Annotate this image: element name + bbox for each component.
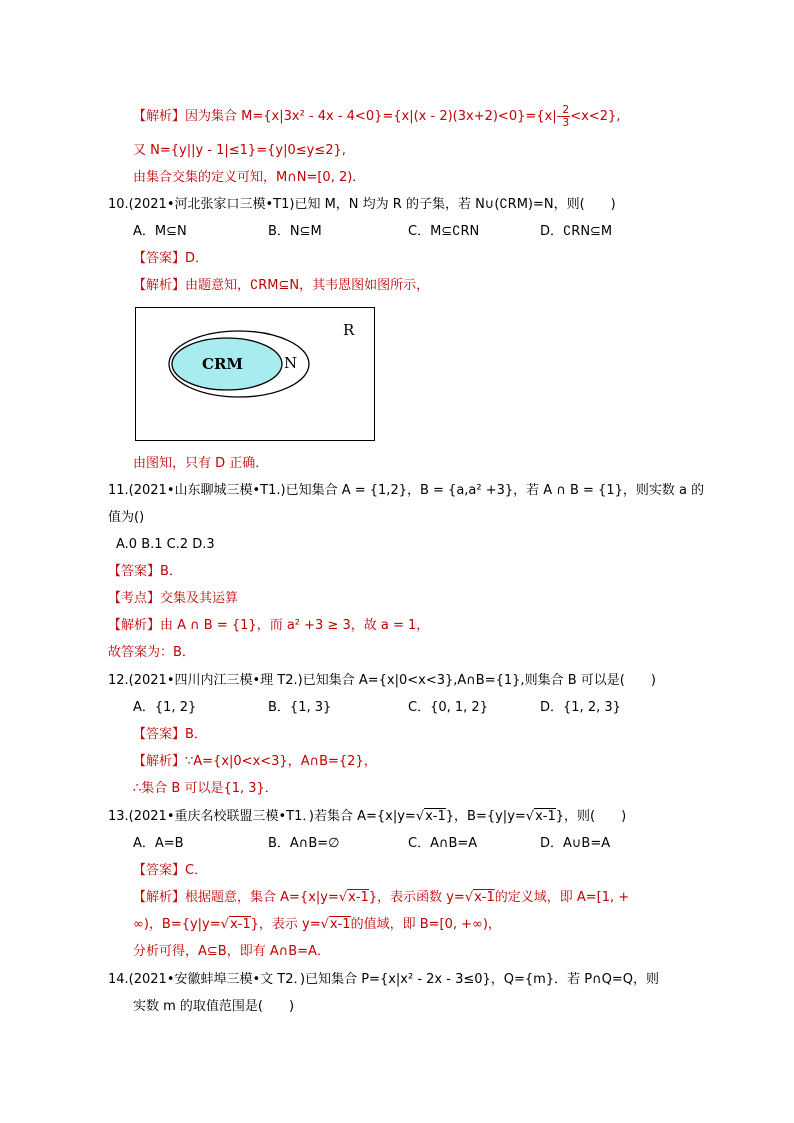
question-13-stem: 13.(2021•重庆名校联盟三模•T1．)若集合 A={x|y=√x-1}，B={y|y=√x-1}，则( ) xyxy=(108,809,627,824)
venn-label-crm: CRM xyxy=(202,355,244,373)
analysis-tail: <x<2}, xyxy=(570,109,621,124)
venn-svg xyxy=(136,308,373,439)
venn-diagram xyxy=(135,307,375,441)
q12-option-b: B．{1, 3} xyxy=(268,700,332,715)
question-10-stem: 10.(2021•河北张家口三模•T1)已知 M，N 均为 R 的子集，若 N∪(∁RM)=N，则( ) xyxy=(108,197,616,212)
q10-option-d: D．∁RN⊆M xyxy=(540,224,613,239)
q12-analysis: 【解析】∵A={x|0<x<3}，A∩B={2}， xyxy=(133,754,377,769)
q13-analysis-3: 分析可得，A⊆B，即有 A∩B=A． xyxy=(133,944,330,959)
q10-option-a: A．M⊆N xyxy=(133,224,187,239)
q11-options: A.0 B.1 C.2 D.3 xyxy=(116,537,215,552)
q12-option-c: C．{0, 1, 2} xyxy=(408,700,488,715)
radical: x-1 xyxy=(535,809,556,824)
q10-option-b: B．N⊆M xyxy=(268,224,322,239)
q13-option-a: A．A=B xyxy=(133,836,184,851)
radical: x-1 xyxy=(425,809,446,824)
radical: x-1 xyxy=(329,917,351,932)
analysis-line-1 xyxy=(133,104,620,129)
q12-option-d: D．{1, 2, 3} xyxy=(540,700,621,715)
fraction: $\frac{2}{3}$ xyxy=(562,103,570,129)
q13-answer: 【答案】C． xyxy=(133,863,208,878)
question-11-stem-1: 11.(2021•山东聊城三模•T1.)已知集合 A = {1,2}，B = {a,a² +3}，若 A ∩ B = {1}，则实数 a 的 xyxy=(108,483,705,498)
q11-kaodian: 【考点】交集及其运算 xyxy=(108,591,239,606)
q13-option-b: B．A∩B=∅ xyxy=(268,836,340,851)
venn-label-r: R xyxy=(343,321,355,339)
q13-option-d: D．A∪B=A xyxy=(540,836,611,851)
radical: x-1 xyxy=(348,890,369,905)
q10-option-c: C．M⊆∁RN xyxy=(408,224,480,239)
analysis-tag: 【解析】 xyxy=(133,109,186,124)
analysis-line-2: 又 N={y||y - 1|≤1}={y|0≤y≤2}, xyxy=(133,143,346,158)
q10-answer: 【答案】D． xyxy=(133,251,209,266)
q11-final: 故答案为：B． xyxy=(108,645,195,660)
q13-analysis-1: 【解析】根据题意，集合 A={x|y=√x-1}，表示函数 y=√x-1的定义域，即 A=[1, + xyxy=(133,890,630,905)
question-12-stem: 12.(2021•四川内江三模•理 T2.)已知集合 A={x|0<x<3},A∩B={1},则集合 B 可以是( ) xyxy=(108,673,656,688)
radical: x-1 xyxy=(474,890,495,905)
q12-answer: 【答案】B． xyxy=(133,727,207,742)
analysis-line-3: 由集合交集的定义可知，M∩N=[0, 2)． xyxy=(133,170,366,185)
q13-analysis-2: ∞)，B={y|y=√x-1}，表示 y=√x-1的值域，即 B=[0, +∞)， xyxy=(133,917,501,932)
q12-option-a: A．{1, 2} xyxy=(133,700,197,715)
q10-conclusion: 由图知，只有 D 正确． xyxy=(133,456,269,471)
q10-analysis: 【解析】由题意知，∁RM⊆N，其韦恩图如图所示， xyxy=(133,278,430,293)
venn-label-n: N xyxy=(284,354,298,372)
analysis-text: 因为集合 M={x|3x² - 4x - 4<0}={x|(x - 2)(3x+2)<0}={x|- xyxy=(185,109,562,124)
q11-analysis: 【解析】由 A ∩ B = {1}，而 a² +3 ≥ 3，故 a = 1， xyxy=(108,618,430,633)
q13-option-c: C．A∩B=A xyxy=(408,836,478,851)
question-11-stem-2: 值为() xyxy=(108,510,145,525)
q12-therefore: ∴集合 B 可以是{1, 3}． xyxy=(133,781,278,796)
q11-answer: 【答案】B． xyxy=(108,564,182,579)
question-14-stem-1: 14.(2021•安徽蚌埠三模•文 T2．)已知集合 P={x|x² - 2x - 3≤0}，Q={m}．若 P∩Q=Q，则 xyxy=(108,972,659,987)
question-14-stem-2: 实数 m 的取值范围是( ) xyxy=(133,999,295,1014)
radical: x-1 xyxy=(229,917,251,932)
